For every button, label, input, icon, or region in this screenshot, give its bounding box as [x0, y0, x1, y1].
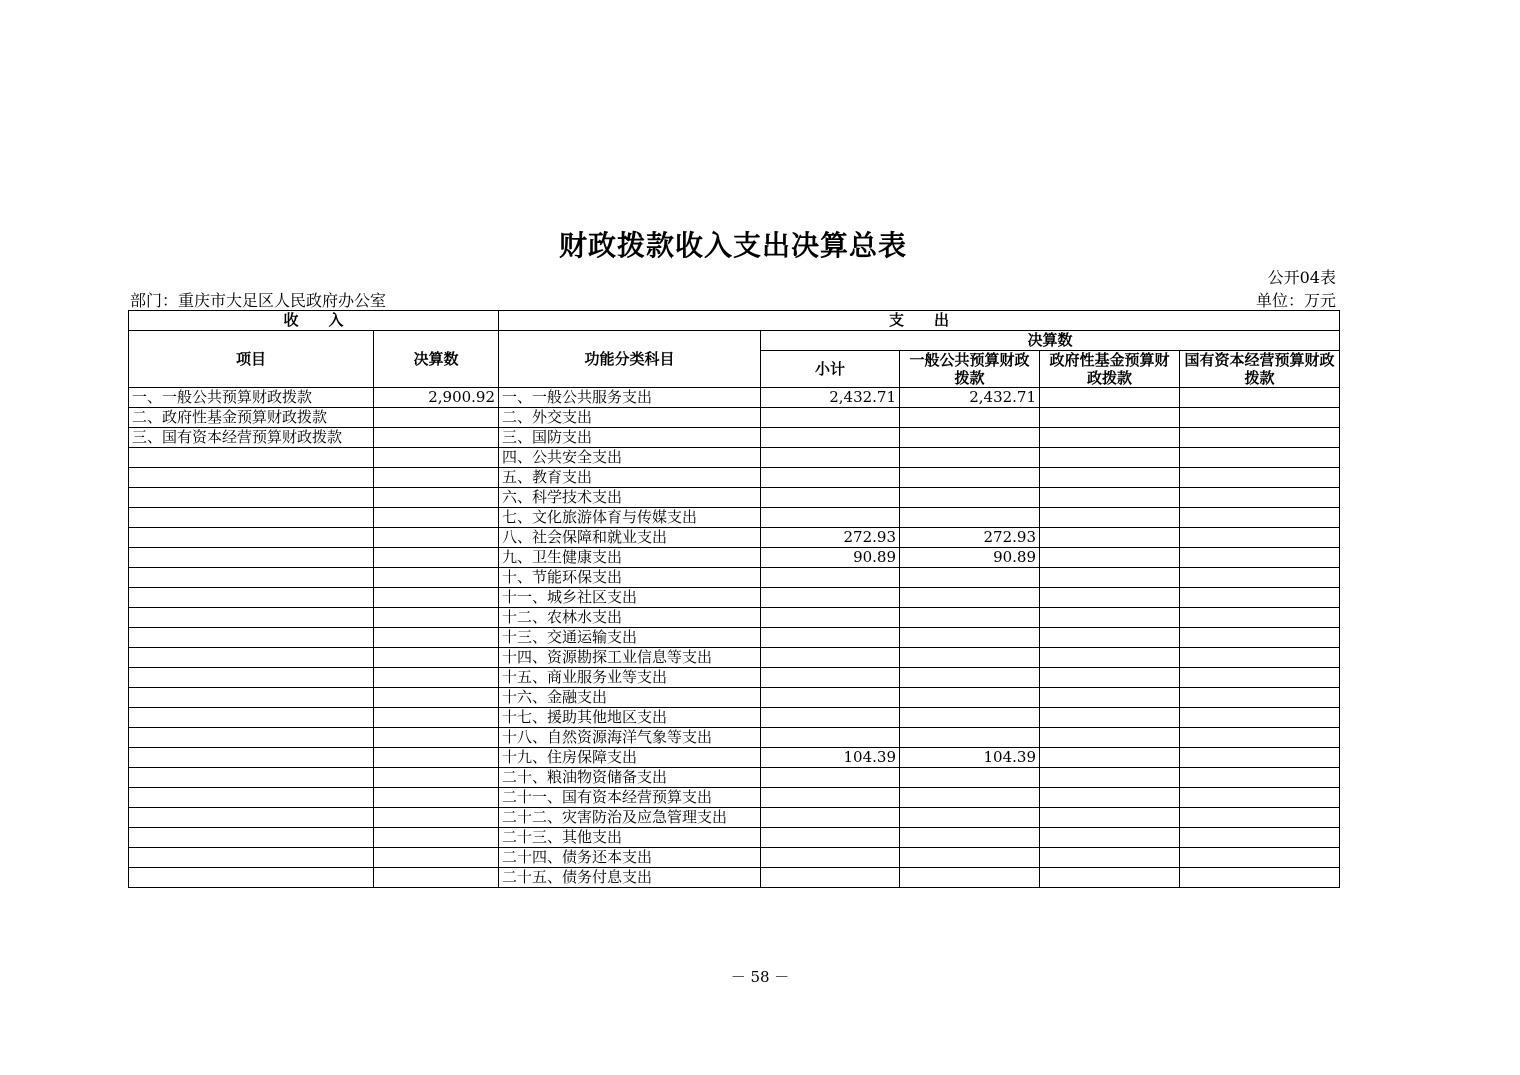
gov-fund-cell	[1040, 548, 1180, 568]
subtotal-cell	[761, 448, 900, 468]
subtotal-cell	[761, 608, 900, 628]
state-capital-cell	[1180, 728, 1340, 748]
func-category-cell: 二、外交支出	[499, 408, 761, 428]
gov-fund-cell	[1040, 688, 1180, 708]
func-category-cell: 二十一、国有资本经营预算支出	[499, 788, 761, 808]
income-amount-cell	[374, 868, 499, 888]
final-amount-header: 决算数	[761, 331, 1340, 351]
general-budget-cell	[900, 488, 1040, 508]
state-capital-cell	[1180, 668, 1340, 688]
income-amount-cell	[374, 828, 499, 848]
table-row	[129, 708, 1340, 728]
table-row	[129, 808, 1340, 828]
func-category-cell: 六、科学技术支出	[499, 488, 761, 508]
table-row	[129, 448, 1340, 468]
income-item-cell	[129, 508, 374, 528]
func-category-cell: 十二、农林水支出	[499, 608, 761, 628]
func-category-cell: 二十二、灾害防治及应急管理支出	[499, 808, 761, 828]
table-row	[129, 648, 1340, 668]
income-amount-cell	[374, 508, 499, 528]
income-item-cell	[129, 728, 374, 748]
expense-header: 支 出	[499, 311, 1340, 331]
state-capital-cell	[1180, 388, 1340, 408]
general-budget-cell	[900, 728, 1040, 748]
gov-fund-cell	[1040, 728, 1180, 748]
income-item-cell: 三、国有资本经营预算财政拨款	[129, 428, 374, 448]
table-row	[129, 588, 1340, 608]
gov-fund-cell	[1040, 808, 1180, 828]
general-budget-cell: 104.39	[900, 748, 1040, 768]
income-amount-cell: 2,900.92	[374, 388, 499, 408]
subtotal-cell: 2,432.71	[761, 388, 900, 408]
state-capital-header: 国有资本经营预算财政拨款	[1180, 351, 1340, 388]
subtotal-cell	[761, 708, 900, 728]
state-capital-cell	[1180, 828, 1340, 848]
subtotal-cell	[761, 768, 900, 788]
income-amount-cell	[374, 808, 499, 828]
func-category-cell: 二十、粮油物资储备支出	[499, 768, 761, 788]
appropriation-table	[128, 310, 1340, 888]
general-budget-cell	[900, 868, 1040, 888]
table-row	[129, 868, 1340, 888]
gov-fund-cell	[1040, 628, 1180, 648]
gov-fund-cell	[1040, 588, 1180, 608]
table-row	[129, 628, 1340, 648]
table-row	[129, 688, 1340, 708]
func-category-cell: 十五、商业服务业等支出	[499, 668, 761, 688]
income-item-cell: 二、政府性基金预算财政拨款	[129, 408, 374, 428]
income-amount-cell	[374, 748, 499, 768]
state-capital-cell	[1180, 808, 1340, 828]
subtotal-cell	[761, 868, 900, 888]
state-capital-cell	[1180, 448, 1340, 468]
income-item-cell	[129, 708, 374, 728]
income-item-cell	[129, 448, 374, 468]
gov-fund-cell	[1040, 788, 1180, 808]
general-budget-cell	[900, 668, 1040, 688]
income-amount-cell	[374, 448, 499, 468]
subtotal-cell	[761, 468, 900, 488]
subtotal-cell	[761, 508, 900, 528]
income-item-cell	[129, 768, 374, 788]
func-category-cell: 二十四、债务还本支出	[499, 848, 761, 868]
income-header: 收 入	[129, 311, 499, 331]
table-row	[129, 508, 1340, 528]
general-budget-cell	[900, 708, 1040, 728]
general-budget-cell	[900, 508, 1040, 528]
subtotal-cell	[761, 728, 900, 748]
gov-fund-cell	[1040, 468, 1180, 488]
state-capital-cell	[1180, 688, 1340, 708]
table-row	[129, 568, 1340, 588]
func-category-cell: 四、公共安全支出	[499, 448, 761, 468]
func-category-cell: 十七、援助其他地区支出	[499, 708, 761, 728]
department-label: 部门：重庆市大足区人民政府办公室	[130, 291, 387, 310]
table-row	[129, 528, 1340, 548]
page-number: － 58 －	[730, 968, 790, 986]
item-header: 项目	[129, 331, 374, 388]
table-row	[129, 548, 1340, 568]
subtotal-header: 小计	[761, 351, 900, 388]
gov-fund-cell	[1040, 848, 1180, 868]
general-budget-cell: 90.89	[900, 548, 1040, 568]
table-row	[129, 768, 1340, 788]
state-capital-cell	[1180, 508, 1340, 528]
gov-fund-cell	[1040, 568, 1180, 588]
state-capital-cell	[1180, 548, 1340, 568]
income-item-cell	[129, 788, 374, 808]
subtotal-cell	[761, 788, 900, 808]
gov-fund-cell	[1040, 488, 1180, 508]
gov-fund-cell	[1040, 608, 1180, 628]
table-row	[129, 488, 1340, 508]
state-capital-cell	[1180, 628, 1340, 648]
subtotal-cell	[761, 428, 900, 448]
income-amount-cell	[374, 468, 499, 488]
table-row	[129, 748, 1340, 768]
income-amount-cell	[374, 608, 499, 628]
state-capital-cell	[1180, 408, 1340, 428]
gov-fund-cell	[1040, 748, 1180, 768]
state-capital-cell	[1180, 608, 1340, 628]
income-item-cell	[129, 688, 374, 708]
func-category-cell: 十一、城乡社区支出	[499, 588, 761, 608]
unit-label: 单位：万元	[1255, 291, 1336, 310]
state-capital-cell	[1180, 768, 1340, 788]
gov-fund-cell	[1040, 708, 1180, 728]
state-capital-cell	[1180, 868, 1340, 888]
func-category-cell: 十四、资源勘探工业信息等支出	[499, 648, 761, 668]
func-category-cell: 十、节能环保支出	[499, 568, 761, 588]
general-budget-cell	[900, 608, 1040, 628]
func-category-cell: 十六、金融支出	[499, 688, 761, 708]
table-row	[129, 668, 1340, 688]
state-capital-cell	[1180, 648, 1340, 668]
general-budget-cell	[900, 468, 1040, 488]
general-budget-cell	[900, 788, 1040, 808]
income-amount-cell	[374, 548, 499, 568]
func-category-cell: 十八、自然资源海洋气象等支出	[499, 728, 761, 748]
income-amount-cell	[374, 588, 499, 608]
gov-fund-cell	[1040, 648, 1180, 668]
gov-fund-cell	[1040, 388, 1180, 408]
general-budget-cell	[900, 448, 1040, 468]
income-amount-cell	[374, 568, 499, 588]
func-category-cell: 九、卫生健康支出	[499, 548, 761, 568]
general-budget-cell	[900, 768, 1040, 788]
func-category-cell: 十三、交通运输支出	[499, 628, 761, 648]
table-row	[129, 728, 1340, 748]
general-budget-header: 一般公共预算财政拨款	[900, 351, 1040, 388]
income-item-cell	[129, 568, 374, 588]
subtotal-cell: 90.89	[761, 548, 900, 568]
income-item-cell	[129, 468, 374, 488]
table-row	[129, 428, 1340, 448]
income-item-cell	[129, 548, 374, 568]
general-budget-cell: 2,432.71	[900, 388, 1040, 408]
general-budget-cell	[900, 648, 1040, 668]
gov-fund-cell	[1040, 828, 1180, 848]
table-row	[129, 848, 1340, 868]
income-amount-cell	[374, 668, 499, 688]
state-capital-cell	[1180, 428, 1340, 448]
state-capital-cell	[1180, 528, 1340, 548]
income-item-cell	[129, 628, 374, 648]
state-capital-cell	[1180, 708, 1340, 728]
general-budget-cell	[900, 848, 1040, 868]
subtotal-cell	[761, 488, 900, 508]
income-amount-cell	[374, 688, 499, 708]
amount-header: 决算数	[374, 331, 499, 388]
gov-fund-cell	[1040, 508, 1180, 528]
func-category-cell: 二十五、债务付息支出	[499, 868, 761, 888]
income-item-cell	[129, 648, 374, 668]
state-capital-cell	[1180, 848, 1340, 868]
state-capital-cell	[1180, 748, 1340, 768]
income-amount-cell	[374, 628, 499, 648]
gov-fund-cell	[1040, 528, 1180, 548]
income-item-cell	[129, 848, 374, 868]
gov-fund-cell	[1040, 408, 1180, 428]
gov-fund-cell	[1040, 448, 1180, 468]
general-budget-cell	[900, 588, 1040, 608]
subtotal-cell	[761, 848, 900, 868]
state-capital-cell	[1180, 468, 1340, 488]
subtotal-cell	[761, 588, 900, 608]
income-amount-cell	[374, 708, 499, 728]
table-row	[129, 468, 1340, 488]
state-capital-cell	[1180, 788, 1340, 808]
page-title: 财政拨款收入支出决算总表	[558, 229, 907, 262]
table-row	[129, 608, 1340, 628]
income-amount-cell	[374, 848, 499, 868]
subtotal-cell	[761, 688, 900, 708]
state-capital-cell	[1180, 488, 1340, 508]
subtotal-cell	[761, 808, 900, 828]
income-item-cell	[129, 828, 374, 848]
func-category-cell: 三、国防支出	[499, 428, 761, 448]
income-item-cell	[129, 868, 374, 888]
subtotal-cell: 272.93	[761, 528, 900, 548]
general-budget-cell	[900, 808, 1040, 828]
subtotal-cell	[761, 668, 900, 688]
gov-fund-cell	[1040, 668, 1180, 688]
income-amount-cell	[374, 768, 499, 788]
table-row	[129, 408, 1340, 428]
subtotal-cell	[761, 568, 900, 588]
subtotal-cell	[761, 648, 900, 668]
func-header: 功能分类科目	[499, 331, 761, 388]
func-category-cell: 二十三、其他支出	[499, 828, 761, 848]
func-category-cell: 一、一般公共服务支出	[499, 388, 761, 408]
income-item-cell	[129, 808, 374, 828]
func-category-cell: 八、社会保障和就业支出	[499, 528, 761, 548]
general-budget-cell	[900, 568, 1040, 588]
state-capital-cell	[1180, 588, 1340, 608]
income-item-cell	[129, 528, 374, 548]
income-amount-cell	[374, 728, 499, 748]
income-item-cell	[129, 588, 374, 608]
income-item-cell	[129, 668, 374, 688]
gov-fund-cell	[1040, 768, 1180, 788]
income-amount-cell	[374, 648, 499, 668]
income-amount-cell	[374, 528, 499, 548]
form-number: 公开04表	[1267, 268, 1336, 287]
func-category-cell: 十九、住房保障支出	[499, 748, 761, 768]
subtotal-cell	[761, 628, 900, 648]
subtotal-cell	[761, 828, 900, 848]
general-budget-cell	[900, 828, 1040, 848]
subtotal-cell: 104.39	[761, 748, 900, 768]
income-amount-cell	[374, 408, 499, 428]
general-budget-cell	[900, 428, 1040, 448]
gov-fund-cell	[1040, 428, 1180, 448]
income-amount-cell	[374, 488, 499, 508]
general-budget-cell	[900, 628, 1040, 648]
general-budget-cell: 272.93	[900, 528, 1040, 548]
general-budget-cell	[900, 688, 1040, 708]
income-amount-cell	[374, 428, 499, 448]
table-row	[129, 788, 1340, 808]
general-budget-cell	[900, 408, 1040, 428]
func-category-cell: 五、教育支出	[499, 468, 761, 488]
income-item-cell	[129, 748, 374, 768]
func-category-cell: 七、文化旅游体育与传媒支出	[499, 508, 761, 528]
table-row	[129, 828, 1340, 848]
income-item-cell	[129, 488, 374, 508]
income-item-cell: 一、一般公共预算财政拨款	[129, 388, 374, 408]
gov-fund-header: 政府性基金预算财政拨款	[1040, 351, 1180, 388]
state-capital-cell	[1180, 568, 1340, 588]
table-row	[129, 388, 1340, 408]
income-item-cell	[129, 608, 374, 628]
subtotal-cell	[761, 408, 900, 428]
gov-fund-cell	[1040, 868, 1180, 888]
income-amount-cell	[374, 788, 499, 808]
